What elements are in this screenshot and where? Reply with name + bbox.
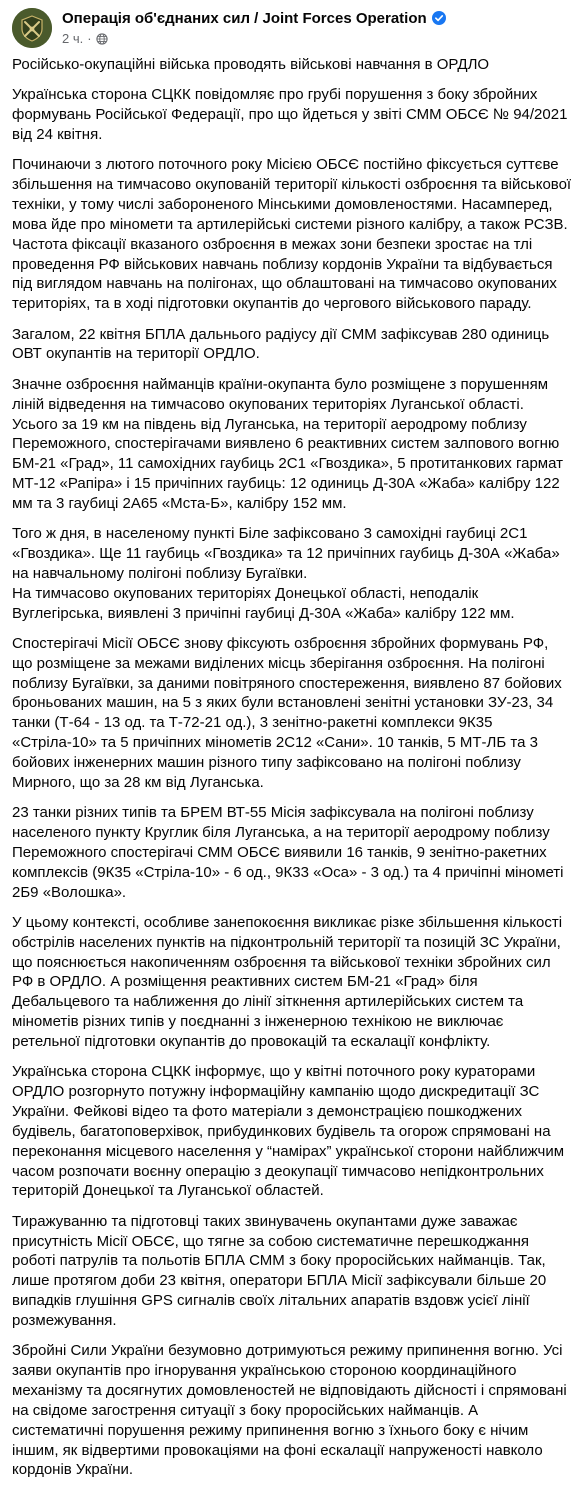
post-paragraph: Значне озброєння найманців країни-окупанта було розміщене з порушенням ліній відведення на тимчасово окупованих територіях Луганської області. Усього за 19 км на південь від Луганська, на території аеродрому поблизу Переможного, спостерігачами виявлено 6 реактивних систем залпового вогню БМ-21 «Град», 11 самохідних гаубиць 2С1 «Гвоздика», 5 протитанкових гармат МТ-12 «Рапіра» і 15 причіпних гаубиць: 12 одиниць Д-30А «Жаба» калібру 122 мм та 3 гаубиці 2А65 «Мста-Б», калібру 152 мм. bbox=[12, 375, 563, 512]
author-name[interactable]: Операція об'єднаних сил / Joint Forces Operation bbox=[62, 10, 427, 27]
post-paragraph: Українська сторона СЦКК повідомляє про грубі порушення з боку збройних формувань Російської Федерації, про що йдеться у звіті СММ ОБСЄ № 94/2021 від 24 квітня. bbox=[12, 86, 568, 144]
verified-badge-icon bbox=[432, 11, 446, 25]
avatar[interactable] bbox=[12, 8, 52, 48]
post-header bbox=[12, 6, 571, 52]
post-meta bbox=[62, 31, 108, 47]
post-paragraph: Збройні Сили України безумовно дотримуються режиму припинення вогню. Усі заяви окупантів про ігнорування українською стороною координаційного механізму та досягнутих домовленостей не відповідають дійсності і спрямовані на свідоме загострення ситуації з боку проросійських найманців. А систематичні порушення режиму припинення вогню з їхнього боку є нічим іншим, як відвертими провокаціями на фоні ескалації напруженості навколо кордонів України. bbox=[12, 1342, 567, 1479]
post-paragraph: Українська сторона СЦКК інформує, що у квітні поточного року кураторами ОРДЛО розгорнуто потужну інформаційну кампанію щодо дискредитації ЗС України. Фейкові відео та фото матеріали з демонстрацією пошкоджених будівель, багатоповерхівок, прибудинкових будівель та огорож спрямовані на переконання місцевого населення у “намірах” української сторони найближчим часом розпочати воєнну операцію з деокупації тимчасово непідконтрольних територій Донецької та Луганської областей. bbox=[12, 1063, 565, 1200]
meta-separator: · bbox=[87, 31, 92, 46]
post-paragraph: У цьому контексті, особливе занепокоєння викликає різке збільшення кількості обстрілів населених пунктів на підконтрольній території та позицій ЗС України, що пояснюється накопиченням озброєння та військової техніки збройних сил РФ в ОРДЛО. А розміщення реактивних систем БМ-21 «Град» біля Дебальцевого та наближення до лінії зіткнення артилерійських систем та мінометів різних типів у поєднанні з інженерною технікою не виключає ретельної підготовки окупантів до провокацій та ескалації конфлікту. bbox=[12, 913, 563, 1050]
globe-icon bbox=[96, 33, 108, 45]
post-timestamp[interactable]: 2 ч. bbox=[62, 31, 84, 46]
author-line bbox=[62, 9, 446, 29]
post-body bbox=[12, 55, 572, 1491]
military-emblem-icon bbox=[12, 8, 52, 48]
post-paragraph: Російсько-окупаційні війська проводять військові навчання в ОРДЛО bbox=[12, 56, 490, 73]
post-paragraph: Загалом, 22 квітня БПЛА дальнього радіусу дії СММ зафіксував 280 одиниць ОВТ окупантів на території ОРДЛО. bbox=[12, 325, 550, 363]
post-paragraph: Тиражуванню та підготовці таких звинувачень окупантами дуже заважає присутність Місії ОБСЄ, що тягне за собою систематичне перешкоджання роботі патрулів та польотів БПЛА СММ з боку проросійських найманців. Так, лише протягом доби 23 квітня, оператори БПЛА Місії зафіксували більше 20 випадків глушіння GPS сигналів своїх літальних апаратів вздовж усієї лінії розмежування. bbox=[12, 1212, 547, 1329]
post-paragraph: Починаючи з лютого поточного року Місією ОБСЄ постійно фіксується суттєве збільшення на тимчасово окупованій території кількості озброєння та військової техніки, у тому числі забороненого Мінськими домовленостями. Насамперед, мова йде про міномети та артилерійські системи різного калібру, а також РСЗВ. Частота фіксації вказаного озброєння в межах зони безпеки зростає на тлі проведення РФ військових навчань поблизу кордонів України та відбувається під виглядом навчань на полігонах, що облаштовані на тимчасово окупованих територіях, та в ході підготовки окупантів до чергового військового параду. bbox=[12, 156, 572, 313]
post-paragraph: Того ж дня, в населеному пункті Біле зафіксовано 3 самохідні гаубиці 2С1 «Гвоздика». Ще 11 гаубиць «Гвоздика» та 12 причіпних гаубиць Д-30А «Жаба» на навчальному полігоні поблизу Бугаївки. На тимчасово окупованих територіях Донецької області, неподалік Вуглегірська, виявлені 3 причіпні гаубиці Д-30А «Жаба» калібру 122 мм. bbox=[12, 525, 560, 622]
post-paragraph: 23 танки різних типів та БРЕМ ВТ-55 Місія зафіксувала на полігоні поблизу населеного пункту Круглик біля Луганська, а на території аеродрому поблизу Переможного спостерігачі СММ ОБСЄ виявили 16 танків, 9 зенітно-ракетних комплексів (9К35 «Стріла-10» - 6 од., 9К33 «Оса» - 3 од.) та 4 причіпні мінометі 2Б9 «Волошка». bbox=[12, 804, 564, 901]
post-paragraph: Спостерігачі Місії ОБСЄ знову фіксують озброєння збройних формувань РФ, що розміщене за межами виділених місць зберігання озброєння. На полігоні поблизу Бугаївки, за даними повітряного спостереження, виявлено 87 бойових броньованих машин, на 5 з яких були встановлені зенітні установки ЗУ-23, 34 танки (Т-64 - 13 од. та Т-72-21 од.), 3 зенітно-ракетні комплекси 9К35 «Стріла-10» та 5 причіпних мінометів 2С12 «Сани». 10 танків, 5 МТ-ЛБ та 3 бойових інженерних машин різного типу зафіксовано на полігоні поблизу Мирного, що за 28 км від Луганська. bbox=[12, 634, 562, 791]
